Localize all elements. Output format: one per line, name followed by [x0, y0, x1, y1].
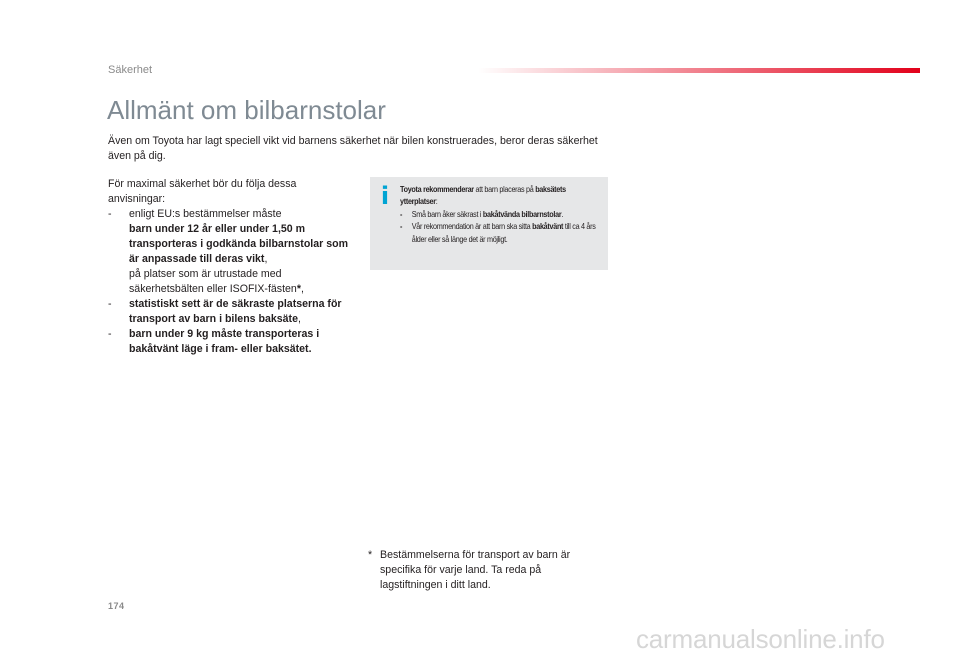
instruction-1-end: ,	[300, 283, 304, 295]
infobox-item-1-end: .	[561, 208, 564, 219]
infobox-item-1-text: Små barn åker säkrast i	[411, 208, 483, 219]
instruction-1-bold: barn under 12 år eller under 1,50 m transporteras i godkända bilbarnstolar som är anpassade till deras vikt	[129, 223, 348, 265]
page-number: 174	[108, 601, 125, 611]
instructions-lead: För maximal säkerhet bör du följa dessa anvisningar:	[108, 178, 297, 205]
infobox-item-2	[400, 220, 603, 245]
infobox-item-1-bold: bakåtvända bilbarnstolar	[482, 208, 562, 219]
infobox-lead-text: att barn placeras på	[473, 184, 536, 194]
footnote-star: *	[296, 283, 301, 295]
watermark: carmanualsonline.info	[636, 624, 885, 654]
footnote	[368, 548, 588, 593]
dash-marker: -	[108, 208, 112, 220]
infobox-lead	[400, 183, 603, 208]
dash-marker: -	[108, 298, 112, 310]
infobox-item-2-text2: till ca 4 års ålder eller så länge det är möjligt.	[411, 221, 596, 244]
dash-marker: -	[400, 208, 403, 219]
infobox-lead-bold: Toyota rekommenderar	[400, 184, 474, 194]
footnote-text: Bestämmelserna för transport av barn är specifika för varje land. Ta reda på lagstiftningen i ditt land.	[380, 549, 571, 591]
instruction-item-2	[108, 297, 348, 327]
intro-paragraph: Även om Toyota har lagt speciell vikt vid barnens säkerhet när bilen konstruerades, beror deras säkerhet även på dig.	[108, 135, 598, 162]
infobox-lead-end: :	[435, 196, 438, 207]
dash-marker: -	[400, 221, 403, 232]
infobox-item-2-text: Vår rekommendation är att barn ska sitta	[411, 221, 533, 232]
instruction-1-post: på platser som är utrustade med säkerhetsbälten eller ISOFIX-fästen	[129, 268, 297, 295]
dash-marker: -	[108, 328, 112, 340]
info-icon: i	[380, 182, 390, 210]
infobox-item-1	[400, 208, 603, 220]
instruction-1-pre: enligt EU:s bestämmelser måste	[129, 208, 282, 220]
infobox-text	[400, 183, 603, 245]
instruction-item-1	[108, 207, 348, 297]
instructions-column	[108, 177, 348, 357]
instruction-2-bold: statistiskt sett är de säkraste platserna för transport av barn i bilens baksäte	[129, 298, 342, 325]
instruction-3-bold: barn under 9 kg måste transporteras i bakåtvänt läge i fram- eller baksätet.	[129, 328, 320, 355]
instruction-1-comma: ,	[264, 253, 268, 265]
instruction-2-end: ,	[297, 313, 301, 325]
instruction-item-3	[108, 327, 348, 357]
section-label: Säkerhet	[108, 64, 153, 76]
page-title: Allmänt om bilbarnstolar	[107, 95, 386, 125]
recommendation-infobox	[370, 177, 608, 270]
infobox-item-2-bold: bakåtvänt	[532, 221, 564, 232]
header-accent-bar	[478, 68, 920, 73]
footnote-star: *	[368, 549, 373, 561]
infobox-lead-bold2: baksätets ytterplatser	[400, 184, 566, 207]
